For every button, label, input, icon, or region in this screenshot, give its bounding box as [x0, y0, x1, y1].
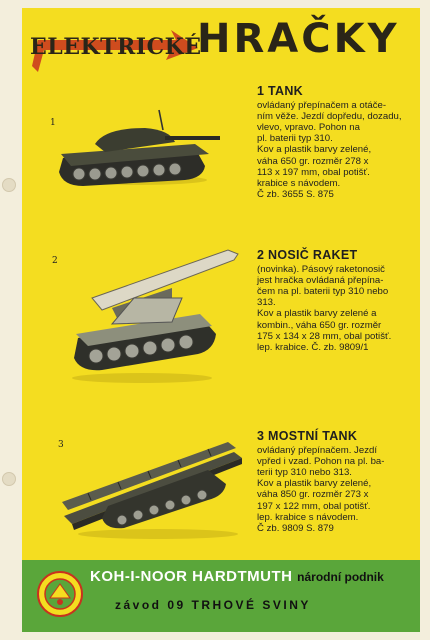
item-text: ovládaný přepínačem. Jezdí vpřed i vzad. Pohon na pl. ba- terii typ 310 nebo 313. Kov a plastik barvy zelené, váha 850 gr. rozměr 273 x 197 x 122 mm, obal potišť. lep. krabice s návodem. Č zb. 9809 S. 879 [257, 445, 385, 534]
footer-plant: závod 09 TRHOVÉ SVINY [115, 598, 311, 612]
item-number: 3 [58, 440, 64, 450]
item-number: 2 [52, 256, 58, 266]
page-header [22, 8, 420, 88]
item-description [257, 431, 415, 534]
rocket-carrier-image [52, 238, 242, 388]
item-heading: 1 TANK [257, 84, 304, 98]
item-heading: 2 NOSIČ RAKET [257, 248, 358, 262]
title-small: ELEKTRICKÉ [30, 34, 202, 60]
bridge-tank-image [58, 424, 246, 544]
title-big: HRAČKY [197, 16, 400, 62]
footer-company [90, 568, 420, 585]
item-text: (novinka). Pásový raketonosič jest hračka ovládaná přepína- čem na pl. baterii typ 310 nebo 313. Kov a plastik barvy zelené a kombin., váha 650 gr. rozměr 175 x 134 x 28 mm, obal potišť. lep. krabice. Č. zb. 9809/1 [257, 264, 392, 353]
item-description [257, 86, 415, 200]
tank-image [45, 108, 225, 188]
company-logo-icon [36, 570, 84, 618]
item-description [257, 250, 415, 353]
company-suffix: národní podnik [297, 570, 384, 584]
item-number: 1 [50, 118, 56, 128]
item-heading: 3 MOSTNÍ TANK [257, 429, 358, 443]
item-text: ovládaný přepínačem a otáče- ním věže. Jezdí dopředu, dozadu, vlevo, vpravo. Pohon na pl. baterii typ 310. Kov a plastik barvy zelené, váha 650 gr. rozměr 278 x 113 x 197 mm, obal potišť. krabice s návodem. Č zb. 3655 S. 875 [257, 100, 402, 200]
company-name: KOH-I-NOOR HARDTMUTH [90, 568, 293, 585]
binder-hole [2, 178, 16, 192]
binder-hole [2, 472, 16, 486]
